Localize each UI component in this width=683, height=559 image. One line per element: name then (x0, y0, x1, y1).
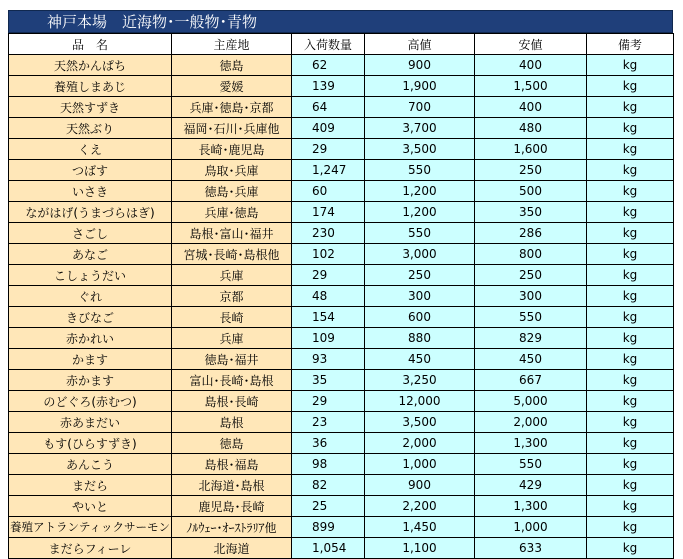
low-price-cell: 286 (475, 223, 587, 244)
low-price-cell: 5,000 (475, 391, 587, 412)
low-price-cell: 1,300 (475, 433, 587, 454)
low-price-cell: 1,500 (475, 76, 587, 97)
low-price-cell: 450 (475, 349, 587, 370)
unit-cell: kg (587, 202, 674, 223)
high-price-cell: 300 (365, 286, 475, 307)
origin-cell: 兵庫･徳島･京都 (172, 97, 292, 118)
quantity-cell: 139 (292, 76, 365, 97)
high-price-cell: 1,200 (365, 202, 475, 223)
table-row (9, 496, 674, 517)
origin-cell: 兵庫 (172, 328, 292, 349)
origin-cell: 兵庫･徳島 (172, 202, 292, 223)
origin-cell: 北海道 (172, 538, 292, 559)
unit-cell: kg (587, 349, 674, 370)
origin-cell: 島根･富山･福井 (172, 223, 292, 244)
fish-name-cell: 養殖アトランティックサーモン (9, 517, 172, 538)
table-row (9, 265, 674, 286)
quantity-cell: 29 (292, 265, 365, 286)
high-price-cell: 600 (365, 307, 475, 328)
table-row (9, 475, 674, 496)
high-price-cell: 900 (365, 55, 475, 76)
fish-name-cell: もす(ひらすずき) (9, 433, 172, 454)
table-row (9, 454, 674, 475)
high-price-cell: 700 (365, 97, 475, 118)
unit-cell: kg (587, 265, 674, 286)
origin-cell: 宮城･長崎･島根他 (172, 244, 292, 265)
quantity-cell: 1,247 (292, 160, 365, 181)
table-row (9, 202, 674, 223)
quantity-cell: 60 (292, 181, 365, 202)
origin-cell: 京都 (172, 286, 292, 307)
origin-cell: 長崎 (172, 307, 292, 328)
table-row (9, 349, 674, 370)
quantity-cell: 36 (292, 433, 365, 454)
fish-name-cell: こしょうだい (9, 265, 172, 286)
fish-name-cell: いさき (9, 181, 172, 202)
high-price-cell: 2,000 (365, 433, 475, 454)
table-row (9, 412, 674, 433)
header-qty: 入荷数量 (292, 34, 365, 55)
origin-cell: 徳島･福井 (172, 349, 292, 370)
table-row (9, 517, 674, 538)
fish-name-cell: ぐれ (9, 286, 172, 307)
origin-cell: 福岡･石川･兵庫他 (172, 118, 292, 139)
table-row (9, 118, 674, 139)
low-price-cell: 1,600 (475, 139, 587, 160)
unit-cell: kg (587, 496, 674, 517)
header-origin: 主産地 (172, 34, 292, 55)
high-price-cell: 550 (365, 223, 475, 244)
origin-cell: 島根 (172, 412, 292, 433)
fish-name-cell: きびなご (9, 307, 172, 328)
low-price-cell: 300 (475, 286, 587, 307)
origin-cell: 鳥取･兵庫 (172, 160, 292, 181)
unit-cell: kg (587, 391, 674, 412)
quantity-cell: 62 (292, 55, 365, 76)
table-row (9, 244, 674, 265)
quantity-cell: 35 (292, 370, 365, 391)
unit-cell: kg (587, 97, 674, 118)
header-note: 備考 (587, 34, 674, 55)
fish-name-cell: まだらフィーレ (9, 538, 172, 559)
origin-cell: 島根･長崎 (172, 391, 292, 412)
table-row (9, 286, 674, 307)
fish-name-cell: 天然すずき (9, 97, 172, 118)
fish-name-cell: のどぐろ(赤むつ) (9, 391, 172, 412)
fish-name-cell: 赤かれい (9, 328, 172, 349)
quantity-cell: 82 (292, 475, 365, 496)
unit-cell: kg (587, 454, 674, 475)
quantity-cell: 109 (292, 328, 365, 349)
table-row (9, 223, 674, 244)
quantity-cell: 98 (292, 454, 365, 475)
fish-name-cell: あなご (9, 244, 172, 265)
quantity-cell: 64 (292, 97, 365, 118)
quantity-cell: 174 (292, 202, 365, 223)
table-row (9, 307, 674, 328)
table-row (9, 433, 674, 454)
unit-cell: kg (587, 118, 674, 139)
sheet-title: 神戸本場 近海物･一般物･青物 (8, 10, 673, 33)
low-price-cell: 633 (475, 538, 587, 559)
low-price-cell: 500 (475, 181, 587, 202)
quantity-cell: 154 (292, 307, 365, 328)
high-price-cell: 2,200 (365, 496, 475, 517)
origin-cell: 徳島 (172, 55, 292, 76)
unit-cell: kg (587, 139, 674, 160)
high-price-cell: 3,700 (365, 118, 475, 139)
unit-cell: kg (587, 76, 674, 97)
quantity-cell: 409 (292, 118, 365, 139)
quantity-cell: 1,054 (292, 538, 365, 559)
high-price-cell: 880 (365, 328, 475, 349)
quantity-cell: 230 (292, 223, 365, 244)
table-row (9, 97, 674, 118)
high-price-cell: 1,200 (365, 181, 475, 202)
fish-name-cell: 赤かます (9, 370, 172, 391)
origin-cell: 長崎･鹿児島 (172, 139, 292, 160)
quantity-cell: 102 (292, 244, 365, 265)
fish-name-cell: やいと (9, 496, 172, 517)
unit-cell: kg (587, 55, 674, 76)
quantity-cell: 23 (292, 412, 365, 433)
origin-cell: 鹿児島･長崎 (172, 496, 292, 517)
high-price-cell: 3,500 (365, 139, 475, 160)
unit-cell: kg (587, 412, 674, 433)
price-table (8, 33, 674, 559)
market-price-sheet (8, 10, 673, 559)
high-price-cell: 12,000 (365, 391, 475, 412)
high-price-cell: 3,250 (365, 370, 475, 391)
low-price-cell: 550 (475, 454, 587, 475)
fish-name-cell: さごし (9, 223, 172, 244)
table-row (9, 328, 674, 349)
origin-cell: 兵庫 (172, 265, 292, 286)
unit-cell: kg (587, 433, 674, 454)
high-price-cell: 3,000 (365, 244, 475, 265)
high-price-cell: 1,100 (365, 538, 475, 559)
table-row (9, 370, 674, 391)
fish-name-cell: 養殖しまあじ (9, 76, 172, 97)
unit-cell: kg (587, 160, 674, 181)
unit-cell: kg (587, 538, 674, 559)
fish-name-cell: 赤あまだい (9, 412, 172, 433)
low-price-cell: 667 (475, 370, 587, 391)
table-row (9, 139, 674, 160)
low-price-cell: 250 (475, 160, 587, 181)
origin-cell: 徳島 (172, 433, 292, 454)
table-row (9, 76, 674, 97)
quantity-cell: 93 (292, 349, 365, 370)
table-body (9, 55, 674, 559)
fish-name-cell: あんこう (9, 454, 172, 475)
unit-cell: kg (587, 370, 674, 391)
header-low: 安値 (475, 34, 587, 55)
high-price-cell: 250 (365, 265, 475, 286)
quantity-cell: 899 (292, 517, 365, 538)
high-price-cell: 1,000 (365, 454, 475, 475)
fish-name-cell: くえ (9, 139, 172, 160)
header-name: 品 名 (9, 34, 172, 55)
fish-name-cell: まだら (9, 475, 172, 496)
high-price-cell: 1,450 (365, 517, 475, 538)
origin-cell: 島根･福島 (172, 454, 292, 475)
origin-cell: 富山･長崎･島根 (172, 370, 292, 391)
high-price-cell: 450 (365, 349, 475, 370)
fish-name-cell: つばす (9, 160, 172, 181)
low-price-cell: 829 (475, 328, 587, 349)
header-high: 高値 (365, 34, 475, 55)
low-price-cell: 550 (475, 307, 587, 328)
unit-cell: kg (587, 307, 674, 328)
unit-cell: kg (587, 286, 674, 307)
unit-cell: kg (587, 244, 674, 265)
origin-cell: 徳島･兵庫 (172, 181, 292, 202)
low-price-cell: 400 (475, 55, 587, 76)
origin-cell: 北海道･島根 (172, 475, 292, 496)
unit-cell: kg (587, 328, 674, 349)
origin-cell: 愛媛 (172, 76, 292, 97)
header-row (9, 34, 674, 55)
origin-cell: ﾉﾙｳｪｰ･ｵｰｽﾄﾗﾘｱ他 (172, 517, 292, 538)
unit-cell: kg (587, 475, 674, 496)
low-price-cell: 1,300 (475, 496, 587, 517)
high-price-cell: 550 (365, 160, 475, 181)
quantity-cell: 48 (292, 286, 365, 307)
low-price-cell: 429 (475, 475, 587, 496)
table-row (9, 181, 674, 202)
low-price-cell: 250 (475, 265, 587, 286)
fish-name-cell: ながはげ(うまづらはぎ) (9, 202, 172, 223)
quantity-cell: 29 (292, 391, 365, 412)
high-price-cell: 900 (365, 475, 475, 496)
table-row (9, 160, 674, 181)
quantity-cell: 29 (292, 139, 365, 160)
high-price-cell: 1,900 (365, 76, 475, 97)
unit-cell: kg (587, 223, 674, 244)
fish-name-cell: 天然かんぱち (9, 55, 172, 76)
fish-name-cell: 天然ぶり (9, 118, 172, 139)
low-price-cell: 350 (475, 202, 587, 223)
table-row (9, 55, 674, 76)
low-price-cell: 400 (475, 97, 587, 118)
low-price-cell: 800 (475, 244, 587, 265)
fish-name-cell: かます (9, 349, 172, 370)
table-row (9, 391, 674, 412)
low-price-cell: 480 (475, 118, 587, 139)
low-price-cell: 1,000 (475, 517, 587, 538)
unit-cell: kg (587, 517, 674, 538)
quantity-cell: 25 (292, 496, 365, 517)
unit-cell: kg (587, 181, 674, 202)
high-price-cell: 3,500 (365, 412, 475, 433)
low-price-cell: 2,000 (475, 412, 587, 433)
table-row (9, 538, 674, 559)
